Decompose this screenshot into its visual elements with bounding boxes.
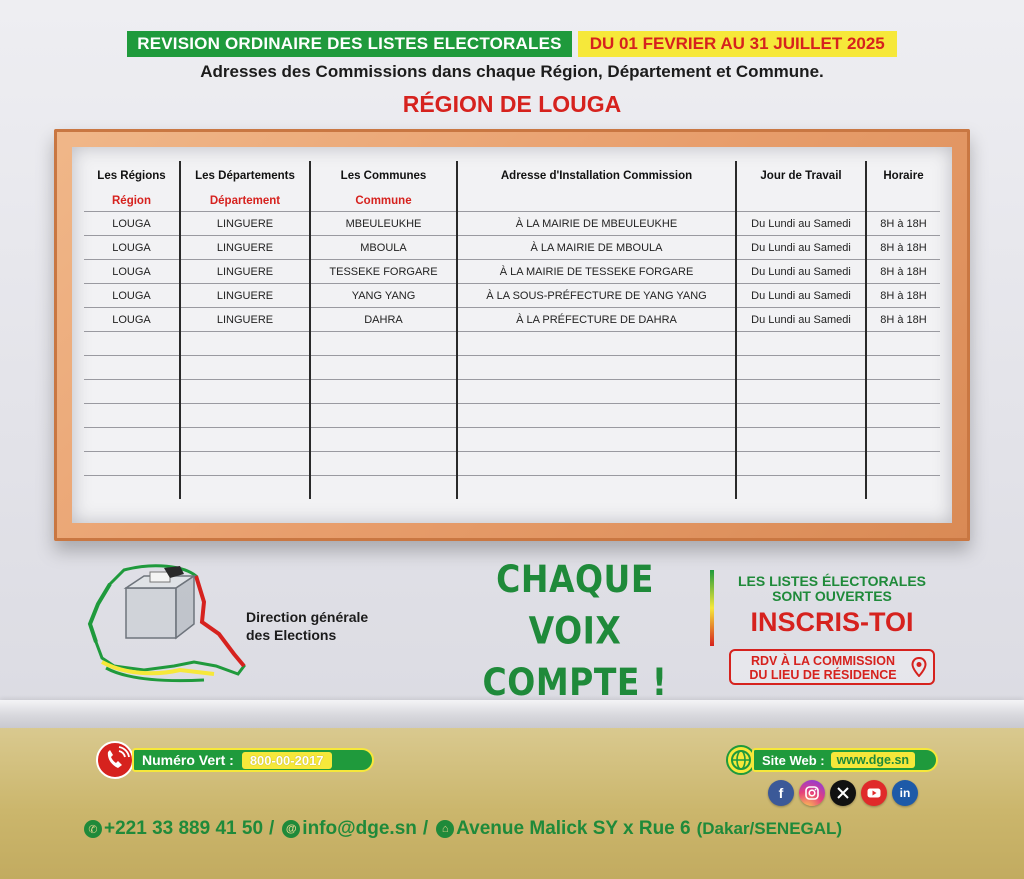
region-title: RÉGION DE LOUGA bbox=[402, 91, 622, 117]
table-cell-empty bbox=[457, 428, 736, 452]
facebook-icon[interactable]: f bbox=[768, 780, 794, 806]
table-cell-empty bbox=[84, 356, 180, 380]
table-cell: LOUGA bbox=[84, 260, 180, 284]
table-cell-empty bbox=[736, 452, 866, 476]
table-row bbox=[84, 260, 940, 284]
subheader-cell: Commune bbox=[310, 191, 457, 212]
table-cell-empty bbox=[310, 404, 457, 428]
dge-name-line1: Direction générale bbox=[246, 609, 369, 625]
slogan-line2: COMPTE ! bbox=[482, 660, 668, 704]
phone-number[interactable]: +221 33 889 41 50 bbox=[104, 818, 264, 839]
table-row-empty bbox=[84, 332, 940, 356]
table-cell: À LA MAIRIE DE MBOULA bbox=[457, 236, 736, 260]
subheader-cell bbox=[457, 191, 736, 212]
header-banner bbox=[0, 31, 1024, 57]
table-cell: Du Lundi au Samedi bbox=[736, 236, 866, 260]
table-cell-empty bbox=[866, 428, 940, 452]
subheader-cell: Région bbox=[112, 195, 151, 207]
table-cell: LOUGA bbox=[84, 284, 180, 308]
table-cell: Du Lundi au Samedi bbox=[736, 284, 866, 308]
table-cell: MBOULA bbox=[310, 236, 457, 260]
table-cell: LINGUERE bbox=[180, 212, 310, 236]
table-row-empty bbox=[84, 404, 940, 428]
notice-line2: SONT OUVERTES bbox=[772, 588, 892, 604]
youtube-icon[interactable] bbox=[861, 780, 887, 806]
table-cell-empty bbox=[84, 380, 180, 404]
table-cell-empty bbox=[84, 452, 180, 476]
separator: / bbox=[422, 818, 429, 839]
contact-line bbox=[84, 818, 964, 840]
table-cell: À LA MAIRIE DE MBEULEUKHE bbox=[457, 212, 736, 236]
table-cell: À LA MAIRIE DE TESSEKE FORGARE bbox=[457, 260, 736, 284]
numero-vert-badge bbox=[132, 748, 374, 772]
phone-icon: ✆ bbox=[84, 820, 102, 838]
header-subtitle: Adresses des Commissions dans chaque Région, Département et Commune. bbox=[200, 62, 824, 81]
table-cell-empty bbox=[310, 356, 457, 380]
table-cell: À LA PRÉFECTURE DE DAHRA bbox=[457, 308, 736, 332]
table-cell-empty bbox=[310, 332, 457, 356]
table-cell: LINGUERE bbox=[180, 284, 310, 308]
table-cell: MBEULEUKHE bbox=[310, 212, 457, 236]
website-link[interactable]: www.dge.sn bbox=[831, 752, 915, 768]
table-cell-empty bbox=[736, 356, 866, 380]
table-cell-empty bbox=[866, 476, 940, 500]
table-cell-empty bbox=[180, 404, 310, 428]
table-cell: 8H à 18H bbox=[866, 236, 940, 260]
table-cell: DAHRA bbox=[310, 308, 457, 332]
commission-table bbox=[84, 161, 940, 499]
table-subheader-row bbox=[84, 191, 940, 212]
table-cell-empty bbox=[457, 380, 736, 404]
table-row-empty bbox=[84, 428, 940, 452]
table-cell: LOUGA bbox=[84, 308, 180, 332]
registration-notice bbox=[722, 574, 942, 638]
linkedin-icon[interactable]: in bbox=[892, 780, 918, 806]
table-cell: TESSEKE FORGARE bbox=[310, 260, 457, 284]
header-title: REVISION ORDINAIRE DES LISTES ELECTORALES bbox=[127, 31, 571, 57]
column-header: Horaire bbox=[866, 161, 940, 191]
table-row-empty bbox=[84, 476, 940, 500]
slogan-line1: CHAQUE VOIX bbox=[496, 557, 654, 653]
dge-logo bbox=[84, 562, 254, 687]
column-header: Adresse d'Installation Commission bbox=[457, 161, 736, 191]
table-cell-empty bbox=[180, 452, 310, 476]
table-cell-empty bbox=[180, 428, 310, 452]
column-header: Jour de Travail bbox=[736, 161, 866, 191]
slogan bbox=[448, 554, 702, 709]
table-cell-empty bbox=[866, 356, 940, 380]
mail-icon: @ bbox=[282, 820, 300, 838]
table-cell-empty bbox=[736, 404, 866, 428]
table-cell-empty bbox=[84, 404, 180, 428]
table-cell: LOUGA bbox=[84, 236, 180, 260]
subheader-cell: Département bbox=[180, 191, 310, 212]
subheader-cell bbox=[736, 191, 866, 212]
table-cell-empty bbox=[736, 332, 866, 356]
rdv-line1: RDV À LA COMMISSION bbox=[751, 654, 895, 668]
table-cell: LINGUERE bbox=[180, 308, 310, 332]
email-address[interactable]: info@dge.sn bbox=[302, 818, 417, 839]
table-cell-empty bbox=[866, 404, 940, 428]
table-cell-empty bbox=[736, 476, 866, 500]
website-label: Site Web : bbox=[762, 752, 825, 768]
table-cell-empty bbox=[736, 428, 866, 452]
rdv-line2: DU LIEU DE RÉSIDENCE bbox=[749, 668, 897, 682]
social-links bbox=[768, 780, 918, 806]
table-cell-empty bbox=[866, 452, 940, 476]
table-cell-empty bbox=[180, 332, 310, 356]
table-cell: À LA SOUS-PRÉFECTURE DE YANG YANG bbox=[457, 284, 736, 308]
column-header: Les Communes bbox=[310, 161, 457, 191]
table-cell-empty bbox=[310, 476, 457, 500]
table-cell-empty bbox=[457, 404, 736, 428]
inscris-toi-cta: INSCRIS-TOI bbox=[750, 607, 914, 637]
separator: / bbox=[269, 818, 275, 839]
table-cell: LINGUERE bbox=[180, 236, 310, 260]
numero-vert-number[interactable]: 800-00-2017 bbox=[242, 752, 332, 769]
flag-divider bbox=[710, 570, 714, 646]
table-cell: Du Lundi au Samedi bbox=[736, 308, 866, 332]
location-pin-icon bbox=[911, 657, 927, 677]
table-cell-empty bbox=[84, 332, 180, 356]
table-cell-empty bbox=[180, 380, 310, 404]
table-cell: LINGUERE bbox=[180, 260, 310, 284]
table-cell: YANG YANG bbox=[310, 284, 457, 308]
table-cell: 8H à 18H bbox=[866, 284, 940, 308]
table-row bbox=[84, 236, 940, 260]
board-panel bbox=[72, 147, 952, 523]
dge-name bbox=[246, 608, 368, 644]
table-cell-empty bbox=[310, 428, 457, 452]
table-cell-empty bbox=[457, 332, 736, 356]
table-row-empty bbox=[84, 356, 940, 380]
table-cell: Du Lundi au Samedi bbox=[736, 260, 866, 284]
table-cell-empty bbox=[457, 356, 736, 380]
table-cell-empty bbox=[736, 380, 866, 404]
rdv-box bbox=[729, 649, 935, 685]
table-cell-empty bbox=[310, 380, 457, 404]
table-cell-empty bbox=[866, 380, 940, 404]
notice-line1: LES LISTES ÉLECTORALES bbox=[738, 573, 926, 589]
header-dates: DU 01 FEVRIER AU 31 JUILLET 2025 bbox=[578, 31, 897, 57]
table-cell: 8H à 18H bbox=[866, 308, 940, 332]
x-icon[interactable] bbox=[830, 780, 856, 806]
table-cell-empty bbox=[180, 356, 310, 380]
table-row bbox=[84, 212, 940, 236]
table-row-empty bbox=[84, 380, 940, 404]
website-badge bbox=[752, 748, 938, 772]
column-header: Les Régions bbox=[97, 170, 166, 182]
table-cell-empty bbox=[457, 476, 736, 500]
table-cell: 8H à 18H bbox=[866, 212, 940, 236]
table-cell-empty bbox=[84, 428, 180, 452]
table-row bbox=[84, 308, 940, 332]
table-cell-empty bbox=[180, 476, 310, 500]
table-cell: LOUGA bbox=[84, 212, 180, 236]
table-header-row bbox=[84, 161, 940, 191]
table-cell: 8H à 18H bbox=[866, 260, 940, 284]
column-header: Les Départements bbox=[180, 161, 310, 191]
numero-vert-label: Numéro Vert : bbox=[142, 752, 234, 768]
table-cell-empty bbox=[866, 332, 940, 356]
board-frame bbox=[54, 129, 970, 541]
table-cell-empty bbox=[84, 476, 180, 500]
subheader-cell bbox=[866, 191, 940, 212]
instagram-icon[interactable] bbox=[799, 780, 825, 806]
home-icon: ⌂ bbox=[436, 820, 454, 838]
table-cell: Du Lundi au Samedi bbox=[736, 212, 866, 236]
street-address: Avenue Malick SY x Rue 6 bbox=[456, 818, 691, 839]
table-row-empty bbox=[84, 452, 940, 476]
table-cell-empty bbox=[457, 452, 736, 476]
address-city: (Dakar/SENEGAL) bbox=[696, 819, 843, 838]
table-row bbox=[84, 284, 940, 308]
dge-name-line2: des Elections bbox=[246, 627, 337, 643]
table-cell-empty bbox=[310, 452, 457, 476]
